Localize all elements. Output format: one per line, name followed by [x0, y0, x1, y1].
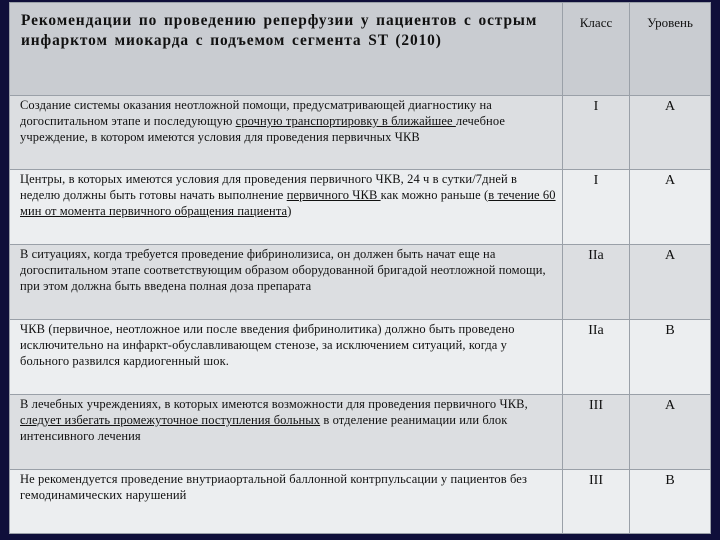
class-cell: IIa	[563, 245, 630, 320]
level-cell: A	[630, 245, 711, 320]
table-row	[10, 470, 711, 534]
class-cell: III	[563, 470, 630, 534]
level-cell: B	[630, 320, 711, 395]
underlined-text: следует избегать промежуточное поступления больных	[20, 412, 321, 427]
level-cell: A	[630, 395, 711, 470]
table-row	[10, 170, 711, 245]
recommendation-text: Не рекомендуется проведение внутриаортальной баллонной контрпульсации у пациентов без гемодинамических нарушений	[10, 470, 563, 534]
slide-frame	[9, 2, 710, 532]
underlined-text: в течение 60 мин от момента первичного обращения пациента	[20, 187, 556, 218]
table-row	[10, 320, 711, 395]
table-row	[10, 245, 711, 320]
recommendation-text: В лечебных учреждениях, в которых имеются возможности для проведения первичного ЧКВ, следует избегать промежуточное поступления больных в отделение реанимации или блок интенсивного лечения	[10, 395, 563, 470]
table-title: Рекомендации по проведению реперфузии у пациентов с острым инфарктом миокарда с подъемом сегмента ST (2010)	[10, 3, 563, 96]
table-row	[10, 96, 711, 170]
level-cell: B	[630, 470, 711, 534]
recommendation-text: Центры, в которых имеются условия для проведения первичного ЧКВ, 24 ч в сутки/7дней в неделю должны быть готовы начать выполнение первичного ЧКВ как можно раньше (в течение 60 мин от момента первичного обращения пациента)	[10, 170, 563, 245]
class-cell: III	[563, 395, 630, 470]
level-cell: A	[630, 96, 711, 170]
class-cell: I	[563, 170, 630, 245]
recommendation-text: В ситуациях, когда требуется проведение фибринолизиса, он должен быть начат еще на догоспитальном этапе соответствующим образом оборудованной бригадой неотложной помощи, при этом должна быть введена полная доза препарата	[10, 245, 563, 320]
class-cell: I	[563, 96, 630, 170]
class-cell: IIa	[563, 320, 630, 395]
recommendations-table	[9, 2, 711, 534]
underlined-text: срочную транспортировку в ближайшее	[235, 113, 456, 128]
underlined-text: первичного ЧКВ	[286, 187, 381, 202]
table-header-row	[10, 3, 711, 96]
level-cell: A	[630, 170, 711, 245]
table-row	[10, 395, 711, 470]
recommendation-text: Создание системы оказания неотложной помощи, предусматривающей диагностику на догоспитальном этапе и последующую срочную транспортировку в ближайшее лечебное учреждение, в котором имеются условия для проведения первичных ЧКВ	[10, 96, 563, 170]
recommendation-text: ЧКВ (первичное, неотложное или после введения фибринолитика) должно быть проведено исключительно на инфаркт-обуславливающем стенозе, за исключением ситуаций, когда у больного развился кардиогенный шок.	[10, 320, 563, 395]
level-column-header: Уровень	[630, 3, 711, 96]
class-column-header: Класс	[563, 3, 630, 96]
